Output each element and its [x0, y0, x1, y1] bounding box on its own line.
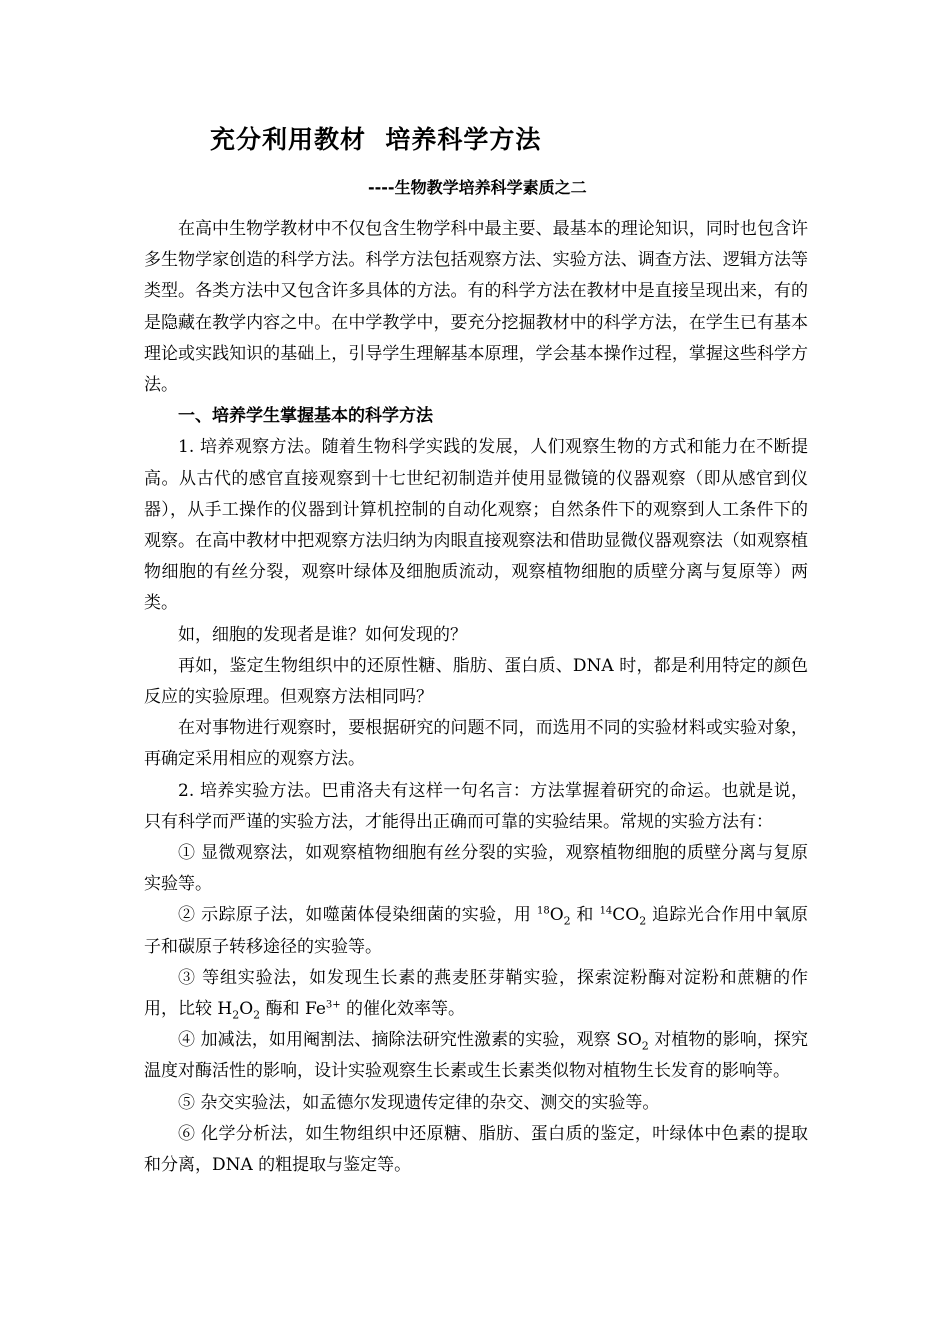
method-item-6: ⑥ 化学分析法，如生物组织中还原糖、脂肪、蛋白质的鉴定，叶绿体中色素的提取和分离，DNA 的粗提取与鉴定等。 [144, 1123, 808, 1176]
section-heading: 一、培养学生掌握基本的科学方法 [178, 406, 433, 427]
document-subtitle: ----生物教学培养科学素质之二 [368, 178, 587, 197]
observation-paragraph: 1. 培养观察方法。随着生物科学实践的发展，人们观察生物的方式和能力在不断提高。从古代的感官直接观察到十七世纪初制造并使用显微镜的仪器观察（即从感官到仪器），从手工操作的仪器到计算机控制的自动化观察；自然条件下的观察到人工条件下的观察。在高中教材中把观察方法归纳为肉眼直接观察法和借助显微仪器观察法（如观察植物细胞的有丝分裂，观察叶绿体及细胞质流动，观察植物细胞的质壁分离与复原等）两类。 [144, 437, 808, 614]
observation-question-2: 再如，鉴定生物组织中的还原性糖、脂肪、蛋白质、DNA 时，都是利用特定的颜色反应的实验原理。但观察方法相同吗？ [144, 655, 808, 708]
method-item-5: ⑤ 杂交实验法，如孟德尔发现遗传定律的杂交、测交的实验等。 [178, 1092, 660, 1113]
method-item-4: ④ 加减法，如用阉割法、摘除法研究性激素的实验，观察 $SO_2$ 对植物的影响，探究温度对酶活性的影响，设计实验观察生长素或生长素类似物对植物生长发育的影响等。 [144, 1030, 809, 1082]
method-item-3: ③ 等组实验法，如发现生长素的燕麦胚芽鞘实验，探索淀粉酶对淀粉和蔗糖的作用，比较 $H_2O_2$ 酶和 $Fe^{3+}$ 的催化效率等。 [144, 967, 808, 1022]
experiment-paragraph: 2. 培养实验方法。巴甫洛夫有这样一句名言：方法掌握着研究的命运。也就是说，只有科学而严谨的实验方法，才能得出正确而可靠的实验结果。常规的实验方法有： [144, 780, 808, 832]
intro-paragraph: 在高中生物学教材中不仅包含生物学科中最主要、最基本的理论知识，同时也包含许多生物学家创造的科学方法。科学方法包括观察方法、实验方法、调查方法、逻辑方法等类型。各类方法中又包含许多具体的方法。有的科学方法在教材中是直接呈现出来，有的是隐藏在教学内容之中。在中学教学中，要充分挖掘教材中的科学方法，在学生已有基本理论或实践知识的基础上，引导学生理解基本原理，学会基本操作过程，掌握这些科学方法。 [144, 219, 808, 396]
method-item-1: ① 显微观察法，如观察植物细胞有丝分裂的实验，观察植物细胞的质壁分离与复原实验等。 [144, 843, 808, 895]
observation-note: 在对事物进行观察时，要根据研究的问题不同，而选用不同的实验材料或实验对象，再确定采用相应的观察方法。 [144, 718, 808, 770]
observation-question-1: 如，细胞的发现者是谁？如何发现的？ [178, 624, 467, 645]
document-title: 充分利用教材 培养科学方法 [210, 125, 542, 154]
document-page [144, 120, 808, 1181]
method-item-2: ② 示踪原子法，如噬菌体侵染细菌的实验，用 $^{18}O_2$ 和 $^{14}CO_2$ 追踪光合作用中氧原子和碳原子转移途径的实验等。 [144, 905, 808, 957]
